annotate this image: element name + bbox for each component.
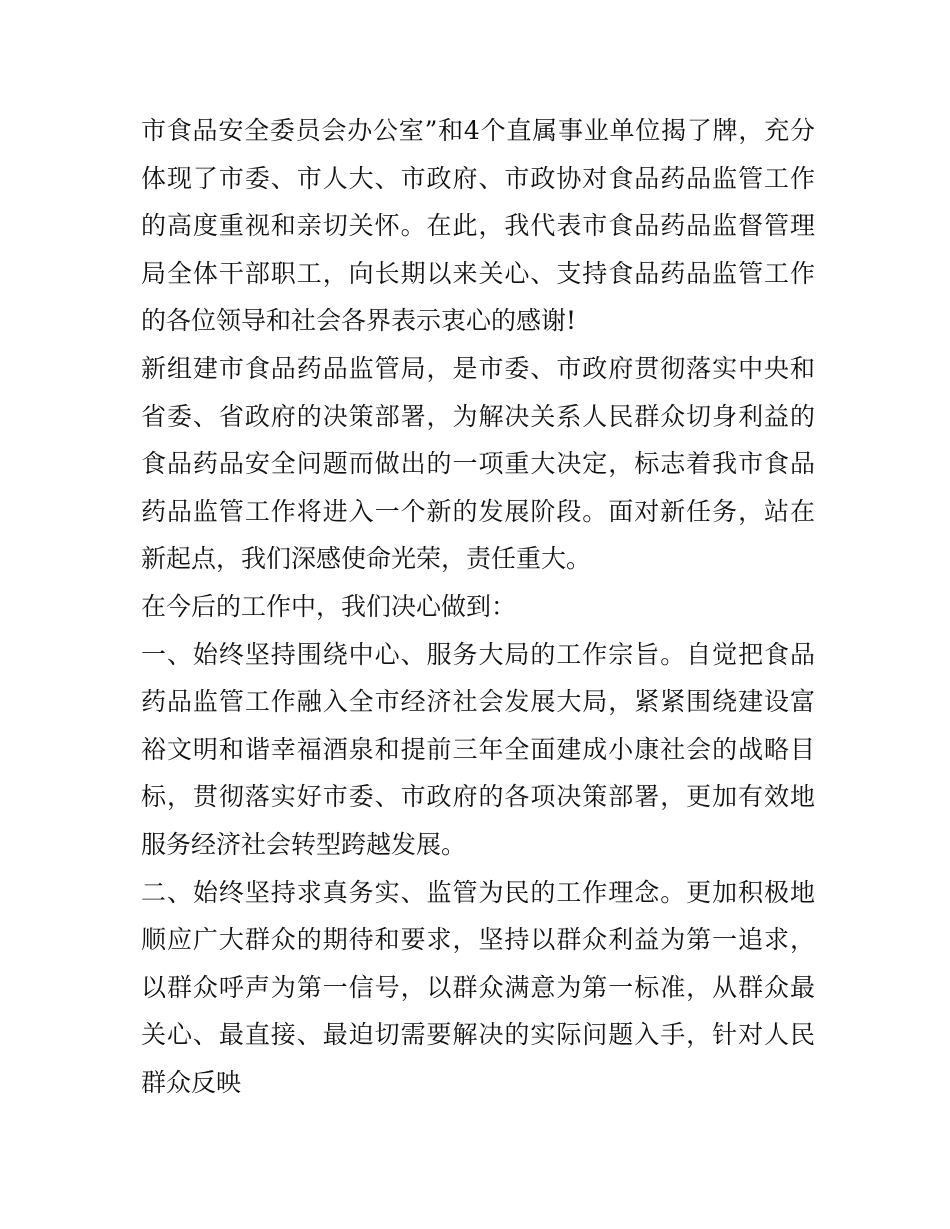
paragraph-point-two: 二、始终坚持求真务实、监管为民的工作理念。更加积极地顺应广大群众的期待和要求，坚持以群众利益为第一追求，以群众呼声为第一信号，以群众满意为第一标准，从群众最关心、最直接、最迫切需要解决的实际问题入手，针对人民群众反映 <box>141 877 815 1097</box>
paragraph-point-one: 一、始终坚持围绕中心、服务大局的工作宗旨。自觉把食品药品监管工作融入全市经济社会发展大局，紧紧围绕建设富裕文明和谐幸福酒泉和提前三年全面建成小康社会的战略目标，贯彻落实好市委、市政府的各项决策部署，更加有效地服务经济社会转型跨越发展。 <box>141 639 815 859</box>
paragraph-new-bureau: 新组建市食品药品监管局，是市委、市政府贯彻落实中央和省委、省政府的决策部署，为解决关系人民群众切身利益的食品药品安全问题而做出的一项重大决定，标志着我市食品药品监管工作将进入一个新的发展阶段。面对新任务，站在新起点，我们深感使命光荣，责任重大。 <box>141 353 815 574</box>
paragraph-resolution-intro: 在今后的工作中，我们决心做到： <box>141 591 517 621</box>
paragraph-gratitude: 市食品安全委员会办公室”和4个直属事业单位揭了牌，充分体现了市委、市人大、市政府、市政协对食品药品监管工作的高度重视和亲切关怀。在此，我代表市食品药品监督管理局全体干部职工，向长期以来关心、支持食品药品监管工作的各位领导和社会各界表示衷心的感谢! <box>141 116 815 336</box>
document-body <box>141 107 815 1106</box>
